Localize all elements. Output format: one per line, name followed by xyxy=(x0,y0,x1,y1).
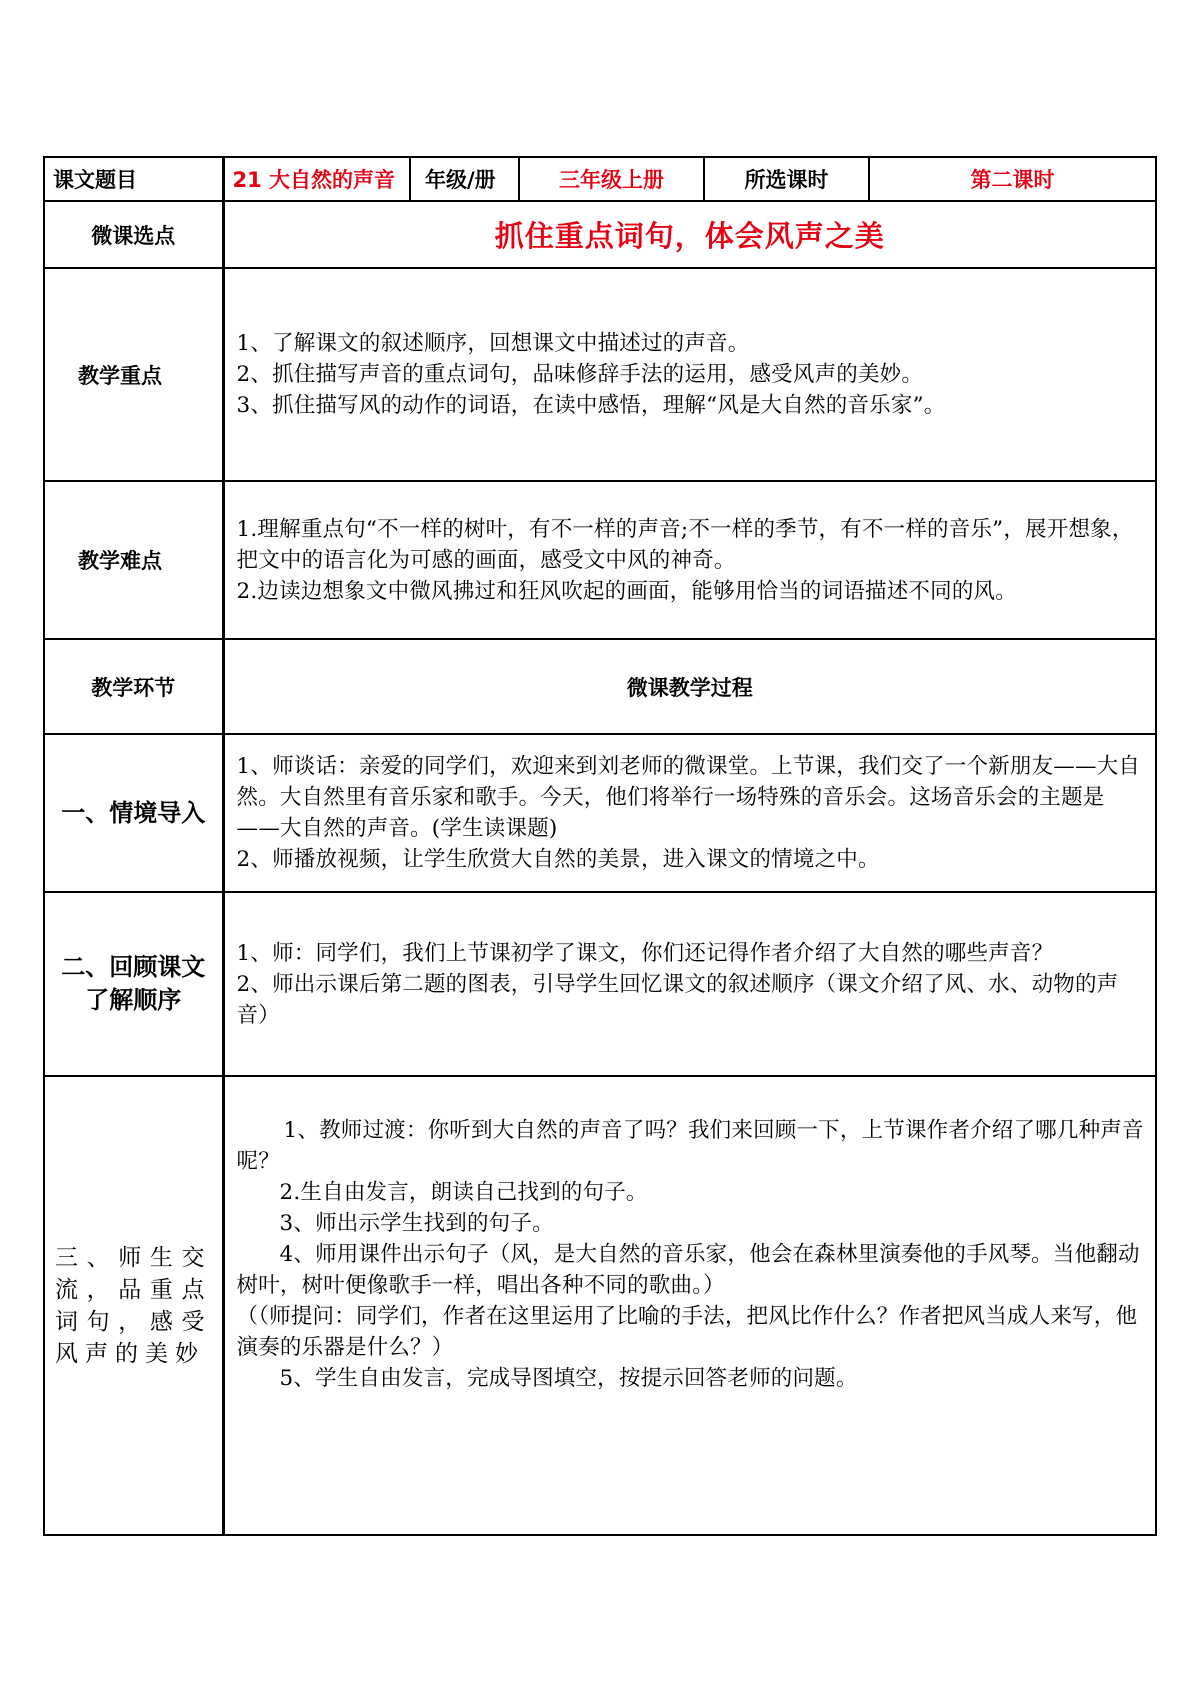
difficulty-2: 2.边读边想象文中微风拂过和狂风吹起的画面，能够用恰当的词语描述不同的风。 xyxy=(236,578,1017,604)
section-1-paragraph-1: 1、师谈话：亲爱的同学们，欢迎来到刘老师的微课堂。上节课，我们交了一个新朋友——大自然。大自然里有音乐家和歌手。今天，他们将举行一场特殊的音乐会。这场音乐会的主题是——大自然的声音。(学生读课题) xyxy=(236,754,1141,841)
key-point-2: 2、抓住描写声音的重点词句，品味修辞手法的运用，感受风声的美妙。 xyxy=(236,362,924,387)
title-value: 21 大自然的声音 xyxy=(232,168,396,192)
difficulties-list xyxy=(225,514,1156,607)
topic-title: 抓住重点词句，体会风声之美 xyxy=(494,219,885,253)
process-header-row xyxy=(44,639,1156,734)
grade-label-cell xyxy=(410,157,519,201)
process-title: 微课教学过程 xyxy=(626,675,753,700)
section-2-content-cell xyxy=(223,892,1156,1076)
period-value: 第二课时 xyxy=(970,168,1055,192)
key-points-row xyxy=(44,268,1156,481)
section-3-label-cell xyxy=(44,1076,223,1535)
section-3-paragraph-5: （（师提问：同学们，作者在这里运用了比喻的手法，把风比作什么？作者把风当成人来写，他演奏的乐器是什么？） xyxy=(236,1304,1138,1360)
period-value-cell xyxy=(869,157,1156,201)
grade-value-cell xyxy=(519,157,704,201)
lesson-plan-table xyxy=(43,156,1157,1536)
topic-label: 微课选点 xyxy=(91,223,176,248)
key-points-content-cell xyxy=(223,268,1156,481)
section-3-paragraph-1: 1、教师过渡：你听到大自然的声音了吗？我们来回顾一下，上节课作者介绍了哪几种声音呢？ xyxy=(236,1118,1144,1174)
difficulties-label: 教学难点 xyxy=(78,549,162,573)
section-2-label xyxy=(45,951,222,1017)
topic-label-cell xyxy=(44,201,223,268)
section-2-label-cell xyxy=(44,892,223,1076)
section-2-row xyxy=(44,892,1156,1076)
key-point-1: 1、了解课文的叙述顺序，回想课文中描述过的声音。 xyxy=(236,331,750,356)
section-3-label: 三、师生交流，品重点词句，感受风声的美妙 xyxy=(55,1244,212,1367)
key-point-3: 3、抓住描写风的动作的词语，在读中感悟，理解“风是大自然的音乐家”。 xyxy=(236,393,946,418)
topic-value-cell xyxy=(223,201,1156,268)
section-1-paragraph-2: 2、师播放视频，让学生欣赏大自然的美景，进入课文的情境之中。 xyxy=(236,847,880,872)
section-1-row xyxy=(44,734,1156,892)
section-2-label-line-2: 了解顺序 xyxy=(85,986,182,1014)
topic-row xyxy=(44,201,1156,268)
section-1-label-cell xyxy=(44,734,223,892)
title-label: 课文题目 xyxy=(53,168,137,192)
section-1-label: 一、情境导入 xyxy=(61,798,206,827)
section-3-paragraph-4: 4、师用课件出示句子（风，是大自然的音乐家，他会在森林里演奏他的手风琴。当他翻动树叶，树叶便像歌手一样，唱出各种不同的歌曲。） xyxy=(236,1242,1140,1298)
section-3-content-cell xyxy=(223,1076,1156,1535)
process-label: 教学环节 xyxy=(91,675,176,700)
section-2-paragraph-1: 1、师：同学们，我们上节课初学了课文，你们还记得作者介绍了大自然的哪些声音？ xyxy=(236,940,1054,966)
difficulties-row xyxy=(44,481,1156,639)
difficulty-1: 1.理解重点句“不一样的树叶，有不一样的声音;不一样的季节，有不一样的音乐”，展开想象，把文中的语言化为可感的画面，感受文中风的神奇。 xyxy=(236,516,1134,573)
difficulties-content-cell xyxy=(223,481,1156,639)
key-points-label-cell xyxy=(44,268,223,481)
period-label: 所选课时 xyxy=(744,168,829,192)
process-label-cell xyxy=(44,639,223,734)
section-2-paragraph-2: 2、师出示课后第二题的图表，引导学生回忆课文的叙述顺序（课文介绍了风、水、动物的声音） xyxy=(236,971,1119,1028)
title-value-cell xyxy=(223,157,410,201)
section-3-row xyxy=(44,1076,1156,1535)
section-3-paragraph-6: 5、学生自由发言，完成导图填空，按提示回答老师的问题。 xyxy=(279,1366,858,1391)
section-3-content xyxy=(225,1115,1156,1394)
section-2-label-line-1: 二、回顾课文 xyxy=(61,953,206,981)
section-2-content xyxy=(225,938,1156,1031)
title-label-cell xyxy=(44,157,223,201)
section-3-paragraph-3: 3、师出示学生找到的句子。 xyxy=(279,1211,554,1236)
grade-value: 三年级上册 xyxy=(559,168,664,192)
process-title-cell xyxy=(223,639,1156,734)
key-points-label: 教学重点 xyxy=(78,363,162,388)
period-label-cell xyxy=(704,157,869,201)
section-1-content-cell xyxy=(223,734,1156,892)
grade-label: 年级/册 xyxy=(425,168,496,192)
header-row xyxy=(44,157,1156,201)
difficulties-label-cell xyxy=(44,481,223,639)
key-points-list xyxy=(225,328,1156,421)
section-3-paragraph-2: 2.生自由发言，朗读自己找到的句子。 xyxy=(279,1180,648,1205)
section-1-content xyxy=(225,751,1156,875)
